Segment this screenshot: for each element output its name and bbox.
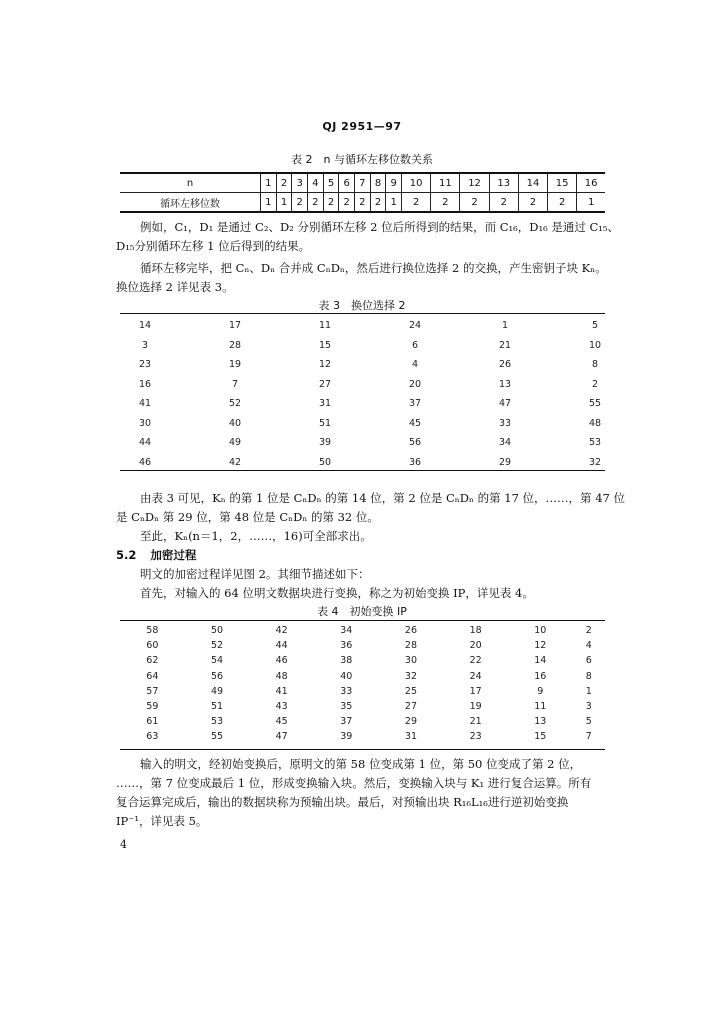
- table-cell: 13: [489, 173, 518, 193]
- table-cell: 1: [501, 320, 509, 332]
- table-cell: 12: [460, 173, 489, 193]
- table-cell: 34: [340, 625, 353, 637]
- table3-bottom-rule: [120, 470, 605, 471]
- page-number: 4: [120, 838, 127, 851]
- table-cell: 37: [340, 716, 353, 728]
- table-cell: 53: [210, 716, 224, 728]
- paragraph7-line3: 复合运算完成后，输出的数据块称为预输出块。最后，对预输出块 R₁₆L₁₆进行逆初始变换: [116, 795, 569, 809]
- table-cell: 15: [534, 731, 547, 743]
- table-cell: 28: [404, 640, 417, 652]
- table-row: [120, 699, 605, 714]
- table-cell: 12: [534, 640, 547, 652]
- table-cell: 53: [588, 437, 602, 449]
- table-cell: 37: [408, 398, 422, 410]
- table-cell: 23: [138, 359, 152, 371]
- table-cell: 10: [534, 625, 547, 637]
- table-cell: 14: [138, 320, 152, 332]
- table-cell: 3: [585, 701, 592, 713]
- table-cell: 46: [138, 456, 152, 468]
- table-cell: 31: [318, 398, 332, 410]
- table-cell: 47: [275, 731, 288, 743]
- section-number: 5.2: [116, 548, 137, 562]
- table-cell: 8: [370, 173, 386, 193]
- table-cell: 3: [292, 173, 308, 193]
- table-row: [120, 729, 605, 744]
- table-cell: 30: [404, 655, 417, 667]
- table-cell: 44: [275, 640, 288, 652]
- table-cell: 40: [340, 670, 353, 682]
- table-cell: 2: [370, 193, 386, 213]
- table-row: [120, 684, 605, 699]
- table-cell: 1: [386, 193, 402, 213]
- table-cell: 29: [404, 716, 417, 728]
- table-cell: 28: [228, 339, 242, 351]
- paragraph2-line2: 换位选择 2 详见表 3。: [116, 280, 234, 294]
- table-cell: 1: [577, 193, 605, 213]
- table-cell: 2: [402, 193, 431, 213]
- table-cell: 12: [318, 359, 332, 371]
- table-cell: 19: [469, 701, 482, 713]
- table-cell: 62: [146, 655, 159, 667]
- table-cell: 15: [318, 339, 332, 351]
- table-cell: 58: [146, 625, 159, 637]
- table-cell: 6: [585, 655, 592, 667]
- table-cell: 16: [577, 173, 605, 193]
- table-cell: 61: [146, 716, 159, 728]
- table-cell: 2: [308, 193, 324, 213]
- table-cell: 3: [141, 339, 149, 351]
- table2-row-n: [120, 173, 605, 193]
- table-cell: 48: [275, 670, 288, 682]
- table-cell: 52: [228, 398, 242, 410]
- table-cell: 7: [585, 731, 592, 743]
- paragraph5-line1: 明文的加密过程详见图 2。其细节描述如下：: [140, 567, 370, 581]
- table-cell: 2: [431, 193, 460, 213]
- table3: [100, 316, 640, 472]
- table-row: [100, 316, 640, 336]
- table-cell: 4: [585, 640, 592, 652]
- table-cell: 10: [588, 339, 602, 351]
- table-cell: 41: [138, 398, 152, 410]
- table-cell: 45: [275, 716, 288, 728]
- table-cell: 38: [340, 655, 353, 667]
- table4: [120, 623, 605, 745]
- table-cell: 2: [339, 193, 355, 213]
- table-cell: 2: [276, 173, 292, 193]
- table-cell: 7: [231, 378, 239, 390]
- table-cell: 26: [498, 359, 512, 371]
- table-cell: 1: [585, 685, 592, 697]
- table-cell: 36: [340, 640, 353, 652]
- table-cell: 51: [210, 701, 224, 713]
- table-cell: 22: [469, 655, 482, 667]
- table-cell: 63: [146, 731, 159, 743]
- table-cell: 35: [340, 701, 353, 713]
- table-cell: 26: [404, 625, 417, 637]
- table-cell: 5: [585, 716, 592, 728]
- table-cell: 36: [408, 456, 422, 468]
- table-cell: 57: [146, 685, 159, 697]
- table-cell: 2: [292, 193, 308, 213]
- table-cell: 13: [534, 716, 547, 728]
- table-cell: 4: [308, 173, 324, 193]
- table2-caption: 表 2 n 与循环左移位数关系: [291, 153, 433, 166]
- table-cell: 16: [138, 378, 152, 390]
- table-cell: 51: [318, 417, 332, 429]
- paragraph1-line1: 例如，C₁，D₁ 是通过 C₂、D₂ 分别循环左移 2 位后所得到的结果，而 C₁₆，D₁₆ 是通过 C₁₅、: [140, 220, 620, 234]
- table-cell: 40: [228, 417, 242, 429]
- table2-row-label: 循环左移位数: [120, 193, 261, 213]
- table-cell: 24: [469, 670, 482, 682]
- table-cell: 52: [210, 640, 224, 652]
- table-cell: 20: [408, 378, 422, 390]
- table-row: [120, 638, 605, 653]
- table-cell: 64: [146, 670, 159, 682]
- doc-header: QJ 2951—97: [322, 120, 402, 133]
- table-cell: 2: [585, 625, 592, 637]
- table-cell: 27: [318, 378, 332, 390]
- table-cell: 39: [318, 437, 332, 449]
- table-cell: 14: [534, 655, 547, 667]
- table-cell: 43: [275, 701, 288, 713]
- table-cell: 7: [355, 173, 371, 193]
- table-cell: 17: [469, 685, 482, 697]
- table-row: [120, 653, 605, 668]
- table-cell: 31: [404, 731, 417, 743]
- section-title: 加密过程: [150, 548, 197, 562]
- table-cell: 25: [404, 685, 417, 697]
- table-cell: 21: [498, 339, 512, 351]
- table-cell: 11: [431, 173, 460, 193]
- paragraph6-line1: 首先，对输入的 64 位明文数据块进行变换，称之为初始变换 IP，详见表 4。: [140, 586, 534, 600]
- table-cell: 2: [355, 193, 371, 213]
- table-cell: 30: [138, 417, 152, 429]
- table-cell: 50: [210, 625, 224, 637]
- table-cell: 18: [469, 625, 482, 637]
- table-cell: 5: [323, 173, 339, 193]
- table-cell: 49: [228, 437, 242, 449]
- table-cell: 10: [402, 173, 431, 193]
- table-cell: 42: [275, 625, 288, 637]
- table-cell: 13: [498, 378, 512, 390]
- table-cell: 2: [548, 193, 577, 213]
- table-cell: 2: [460, 193, 489, 213]
- table-cell: 4: [411, 359, 419, 371]
- table-row: [100, 336, 640, 356]
- table-row: [120, 669, 605, 684]
- table-row: [100, 394, 640, 414]
- table-cell: 59: [146, 701, 159, 713]
- table-cell: 21: [469, 716, 482, 728]
- table-cell: 9: [386, 173, 402, 193]
- table-cell: 11: [318, 320, 332, 332]
- table-cell: 2: [518, 193, 547, 213]
- table4-caption: 表 4 初始变换 IP: [317, 605, 407, 618]
- paragraph3-line1: 由表 3 可见，Kₙ 的第 1 位是 CₙDₙ 的第 14 位，第 2 位是 CₙDₙ 的第 17 位，……，第 47 位: [140, 491, 625, 505]
- paragraph4-line1: 至此，Kₙ(n＝1，2，……，16)可全部求出。: [140, 529, 372, 543]
- table-row: [100, 433, 640, 453]
- table-cell: 1: [276, 193, 292, 213]
- table-cell: 29: [498, 456, 512, 468]
- paragraph3-line2: 是 CₙDₙ 第 29 位，第 48 位是 CₙDₙ 的第 32 位。: [116, 510, 379, 524]
- table3-top-rule: [120, 313, 605, 314]
- table-cell: 20: [469, 640, 482, 652]
- paragraph7-line4: IP⁻¹，详见表 5。: [116, 814, 208, 828]
- table-cell: 8: [591, 359, 599, 371]
- table4-top-rule: [120, 620, 605, 621]
- table-cell: 46: [275, 655, 288, 667]
- table-cell: 2: [489, 193, 518, 213]
- table-cell: 17: [228, 320, 242, 332]
- table-cell: 49: [210, 685, 224, 697]
- table-cell: 2: [591, 378, 599, 390]
- table-cell: 9: [537, 685, 544, 697]
- table-cell: 50: [318, 456, 332, 468]
- table-cell: 54: [210, 655, 224, 667]
- table-cell: 24: [408, 320, 422, 332]
- table-cell: 41: [275, 685, 288, 697]
- table-row: [120, 714, 605, 729]
- table-cell: 33: [340, 685, 353, 697]
- table2-row-label: n: [120, 173, 261, 193]
- table-cell: 15: [548, 173, 577, 193]
- table-cell: 2: [323, 193, 339, 213]
- table-row: [100, 355, 640, 375]
- table4-bottom-rule: [120, 749, 605, 750]
- table-cell: 14: [518, 173, 547, 193]
- paragraph7-line1: 输入的明文，经初始变换后，原明文的第 58 位变成第 1 位，第 50 位变成了第 2 位，: [140, 757, 582, 771]
- table-cell: 32: [588, 456, 602, 468]
- table-cell: 33: [498, 417, 512, 429]
- table-cell: 16: [534, 670, 547, 682]
- table-cell: 6: [411, 339, 419, 351]
- table-cell: 48: [588, 417, 602, 429]
- table-row: [100, 375, 640, 395]
- table-cell: 27: [404, 701, 417, 713]
- table-cell: 19: [228, 359, 242, 371]
- table-cell: 8: [585, 670, 592, 682]
- table-cell: 32: [404, 670, 417, 682]
- table-row: [100, 414, 640, 434]
- table-row: [120, 623, 605, 638]
- table-cell: 56: [408, 437, 422, 449]
- section-heading: [116, 546, 196, 565]
- table-cell: 1: [261, 193, 277, 213]
- table-cell: 6: [339, 173, 355, 193]
- table-cell: 11: [534, 701, 547, 713]
- table-cell: 34: [498, 437, 512, 449]
- table-cell: 60: [146, 640, 159, 652]
- table-cell: 5: [591, 320, 599, 332]
- table-cell: 45: [408, 417, 422, 429]
- table-cell: 55: [588, 398, 602, 410]
- table-cell: 47: [498, 398, 512, 410]
- table3-caption: 表 3 换位选择 2: [318, 299, 406, 312]
- paragraph7-line2: ……，第 7 位变成最后 1 位，形成变换输入块。然后，变换输入块与 K₁ 进行复合运算。所有: [116, 776, 592, 790]
- table-cell: 44: [138, 437, 152, 449]
- table-cell: 23: [469, 731, 482, 743]
- table-cell: 1: [261, 173, 277, 193]
- table2-row-shift: [120, 193, 605, 213]
- paragraph2-line1: 循环左移完毕，把 Cₙ、Dₙ 合并成 CₙDₙ，然后进行换位选择 2 的交换，产生密钥子块 Kₙ。: [140, 261, 607, 275]
- table-cell: 39: [340, 731, 353, 743]
- table-cell: 56: [210, 670, 224, 682]
- table2: [120, 172, 605, 213]
- paragraph1-line2: D₁₅分别循环左移 1 位后得到的结果。: [116, 239, 311, 253]
- table-cell: 55: [210, 731, 224, 743]
- table-cell: 42: [228, 456, 242, 468]
